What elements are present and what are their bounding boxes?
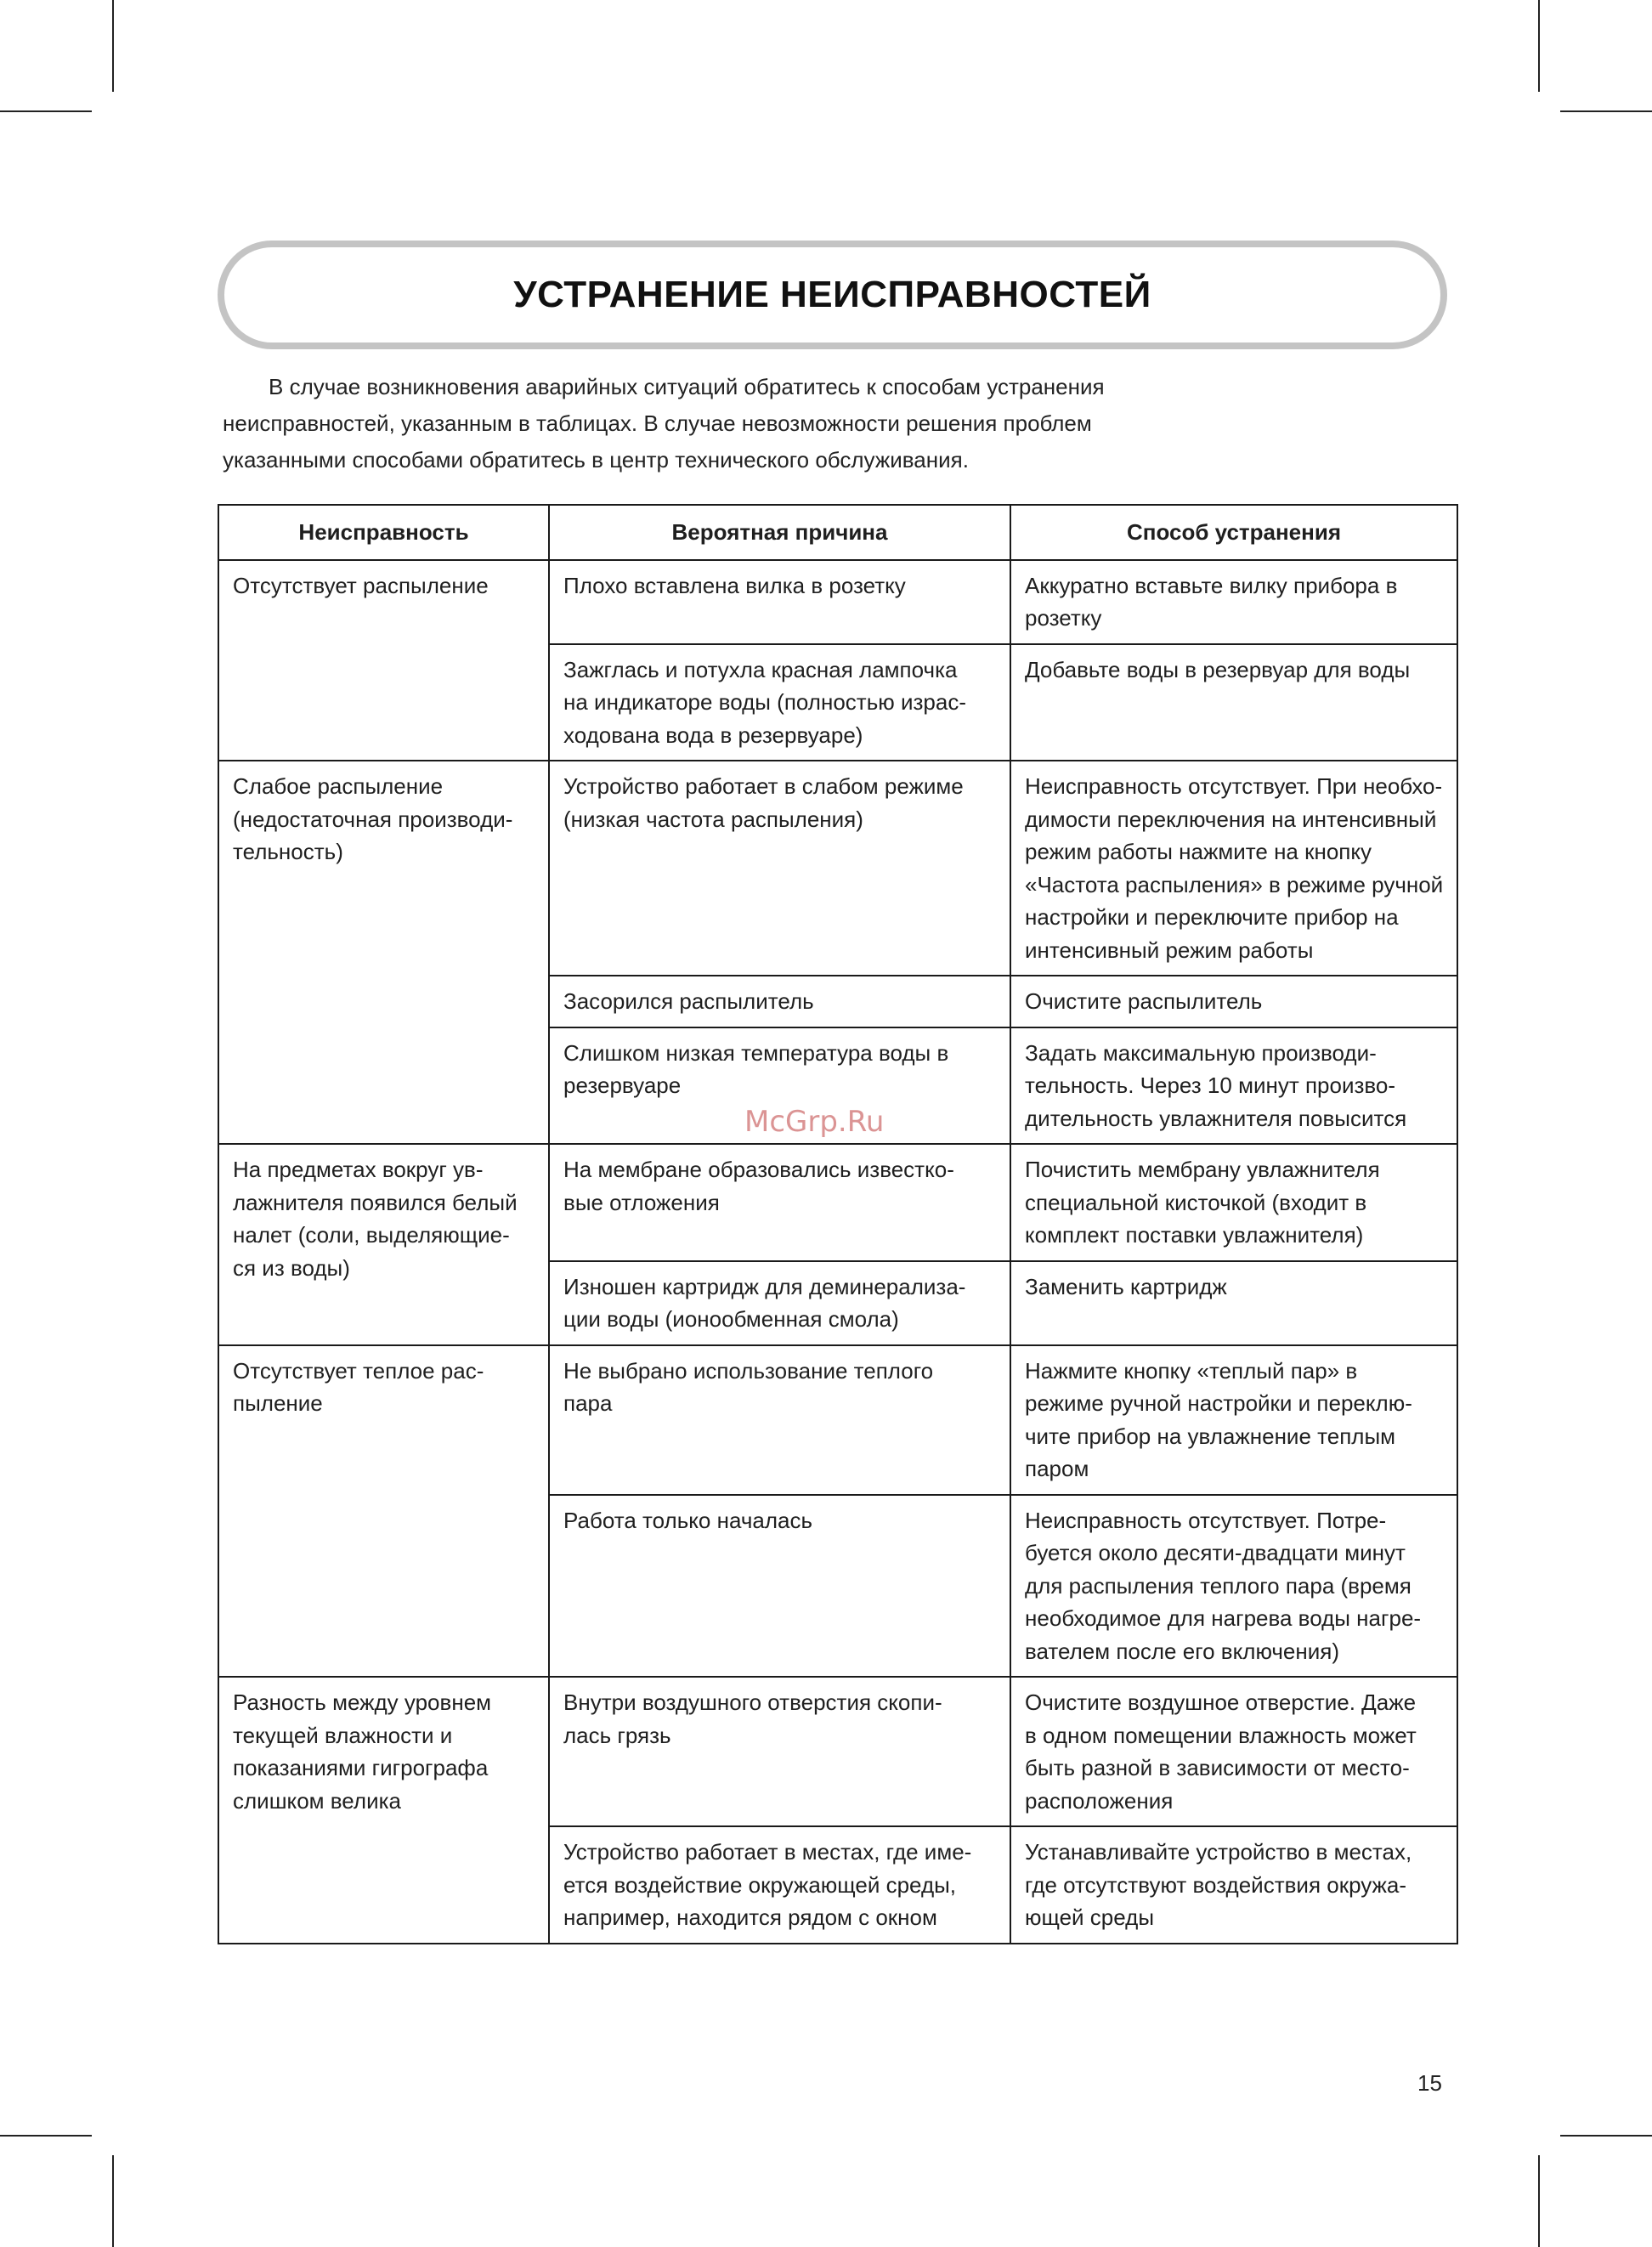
remedy-text: дительность увлажнителя повысится <box>1025 1105 1407 1131</box>
remedy-text: тельность. Через 10 минут произво- <box>1025 1073 1396 1098</box>
remedy-text: где отсутствуют воздействия окружа- <box>1025 1871 1407 1898</box>
cause-text: Плохо вставлена вилка в розетку <box>563 572 906 598</box>
fault-cell <box>218 1144 549 1345</box>
remedy-text: Очистите распылитель <box>1025 988 1263 1014</box>
cause-text: Изношен картридж для деминерализа- <box>563 1273 966 1299</box>
fault-text: слишком велика <box>233 1787 401 1814</box>
column-header-fault: Неисправность <box>218 505 549 560</box>
cause-text: Не выбрано использование теплого <box>563 1357 934 1384</box>
fault-text: Отсутствует распыление <box>233 572 489 598</box>
remedy-text: интенсивный режим работы <box>1025 937 1314 963</box>
remedy-text: Неисправность отсутствует. Потре- <box>1025 1507 1387 1533</box>
remedy-text: Добавьте воды в резервуар для воды <box>1025 656 1411 682</box>
cause-cell <box>549 1144 1010 1261</box>
fault-cell <box>218 560 549 761</box>
fault-text: тельность) <box>233 839 343 864</box>
remedy-text: «Частота распыления» в режиме ручной <box>1025 871 1444 897</box>
table-row <box>218 1677 1457 1826</box>
crop-mark <box>1538 2155 1540 2247</box>
fault-text: Слабое распыление <box>233 773 444 799</box>
cause-cell <box>549 560 1010 644</box>
cause-text: ции воды (ионообменная смола) <box>563 1306 899 1332</box>
cause-cell <box>549 761 1010 976</box>
cause-text: Зажглась и потухла красная лампочка <box>563 656 958 682</box>
column-header-remedy: Способ устранения <box>1010 505 1457 560</box>
fault-text: текущей влажности и <box>233 1722 453 1748</box>
cause-text: лась грязь <box>563 1722 671 1748</box>
cause-text: Засорился распылитель <box>563 988 814 1014</box>
remedy-text: буется около десяти-двадцати минут <box>1025 1540 1406 1565</box>
fault-text: Разность между уровнем <box>233 1689 492 1715</box>
cause-text: Устройство работает в слабом режиме <box>563 773 964 799</box>
fault-text: ся из воды) <box>233 1254 350 1281</box>
remedy-text: паром <box>1025 1456 1089 1481</box>
cause-text: на индикаторе воды (полностью израс- <box>563 689 966 715</box>
fault-text: (недостаточная производи- <box>233 806 513 832</box>
intro-paragraph <box>223 369 1395 478</box>
crop-mark <box>1560 2135 1652 2137</box>
crop-mark <box>1560 110 1652 112</box>
remedy-cell <box>1010 644 1457 761</box>
cause-cell <box>549 1345 1010 1495</box>
fault-text: пыление <box>233 1390 323 1416</box>
fault-text: показаниями гигрографа <box>233 1755 489 1780</box>
remedy-text: для распыления теплого пара (время <box>1025 1572 1412 1599</box>
crop-mark <box>0 110 92 112</box>
cause-text: вые отложения <box>563 1189 720 1215</box>
cause-text: (низкая частота распыления) <box>563 806 863 832</box>
cause-text: Работа только началась <box>563 1507 813 1533</box>
crop-mark <box>112 0 114 92</box>
fault-cell <box>218 1345 549 1678</box>
remedy-cell <box>1010 761 1457 976</box>
table-header-row <box>218 505 1457 560</box>
remedy-text: ющей среды <box>1025 1905 1155 1930</box>
remedy-text: быть разной в зависимости от место- <box>1025 1755 1410 1780</box>
cause-text: Внутри воздушного отверстия скопи- <box>563 1689 942 1715</box>
remedy-text: Почистить мембрану увлажнителя <box>1025 1157 1380 1182</box>
remedy-cell <box>1010 1144 1457 1261</box>
cause-text: пара <box>563 1390 613 1416</box>
cause-text: Устройство работает в местах, где име- <box>563 1839 972 1865</box>
crop-mark <box>0 2135 92 2137</box>
remedy-text: Неисправность отсутствует. При необхо- <box>1025 773 1443 799</box>
remedy-text: специальной кисточкой (входит в <box>1025 1189 1367 1215</box>
fault-text: Отсутствует теплое рас- <box>233 1357 484 1384</box>
troubleshooting-table <box>218 504 1458 1944</box>
remedy-text: Нажмите кнопку «теплый пар» в <box>1025 1357 1358 1384</box>
cause-cell <box>549 976 1010 1027</box>
remedy-text: необходимое для нагрева воды нагре- <box>1025 1605 1422 1631</box>
remedy-cell <box>1010 1027 1457 1145</box>
remedy-text: режим работы нажмите на кнопку <box>1025 839 1372 864</box>
remedy-cell <box>1010 976 1457 1027</box>
cause-cell <box>549 1826 1010 1944</box>
remedy-text: Устанавливайте устройство в местах, <box>1025 1839 1412 1865</box>
cause-text: резервуаре <box>563 1073 682 1098</box>
remedy-text: в одном помещении влажность может <box>1025 1722 1417 1748</box>
crop-mark <box>112 2155 114 2247</box>
fault-text: лажнителя появился белый <box>233 1189 518 1215</box>
remedy-text: димости переключения на интенсивный <box>1025 806 1437 832</box>
remedy-text: Аккуратно вставьте вилку прибора в <box>1025 572 1398 598</box>
remedy-cell <box>1010 1826 1457 1944</box>
fault-text: налет (соли, выделяющие- <box>233 1222 510 1248</box>
cause-cell <box>549 1677 1010 1826</box>
remedy-cell <box>1010 560 1457 644</box>
remedy-text: настройки и переключите прибор на <box>1025 904 1399 930</box>
remedy-text: режиме ручной настройки и переклю- <box>1025 1390 1412 1416</box>
remedy-text: расположения <box>1025 1787 1174 1814</box>
remedy-text: розетку <box>1025 605 1102 631</box>
cause-text: например, находится рядом с окном <box>563 1905 937 1930</box>
table-row <box>218 761 1457 976</box>
cause-text: Слишком низкая температура воды в <box>563 1039 949 1066</box>
fault-cell <box>218 761 549 1144</box>
remedy-cell <box>1010 1345 1457 1495</box>
cause-text: ется воздействие окружающей среды, <box>563 1871 957 1898</box>
remedy-text: вателем после его включения) <box>1025 1638 1340 1664</box>
remedy-text: чите прибор на увлажнение теплым <box>1025 1423 1396 1449</box>
page-number: 15 <box>1417 2070 1442 2096</box>
title-box <box>218 241 1447 349</box>
remedy-text: Заменить картридж <box>1025 1273 1227 1299</box>
remedy-text: Очистите воздушное отверстие. Даже <box>1025 1689 1417 1715</box>
cause-cell <box>549 1261 1010 1345</box>
table-row <box>218 560 1457 644</box>
intro-line: указанными способами обратитесь в центр технического обслуживания. <box>223 447 969 473</box>
cause-cell <box>549 644 1010 761</box>
crop-mark <box>1538 0 1540 92</box>
fault-cell <box>218 1677 549 1944</box>
intro-line: В случае возникновения аварийных ситуаций обратитесь к способам устранения <box>269 374 1105 399</box>
remedy-cell <box>1010 1261 1457 1345</box>
watermark: McGrp.Ru <box>744 1105 885 1139</box>
cause-text: ходована вода в резервуаре) <box>563 722 863 748</box>
table-body <box>218 560 1457 1944</box>
remedy-text: Задать максимальную производи- <box>1025 1039 1377 1066</box>
remedy-cell <box>1010 1495 1457 1678</box>
page-title: УСТРАНЕНИЕ НЕИСПРАВНОСТЕЙ <box>513 274 1151 315</box>
column-header-cause: Вероятная причина <box>549 505 1010 560</box>
fault-text: На предметах вокруг ув- <box>233 1157 484 1182</box>
cause-text: На мембране образовались известко- <box>563 1157 954 1182</box>
table-row <box>218 1345 1457 1495</box>
intro-line: неисправностей, указанным в таблицах. В случае невозможности решения проблем <box>223 410 1092 436</box>
remedy-text: комплект поставки увлажнителя) <box>1025 1222 1364 1248</box>
cause-cell <box>549 1495 1010 1678</box>
remedy-cell <box>1010 1677 1457 1826</box>
table-row <box>218 1144 1457 1261</box>
